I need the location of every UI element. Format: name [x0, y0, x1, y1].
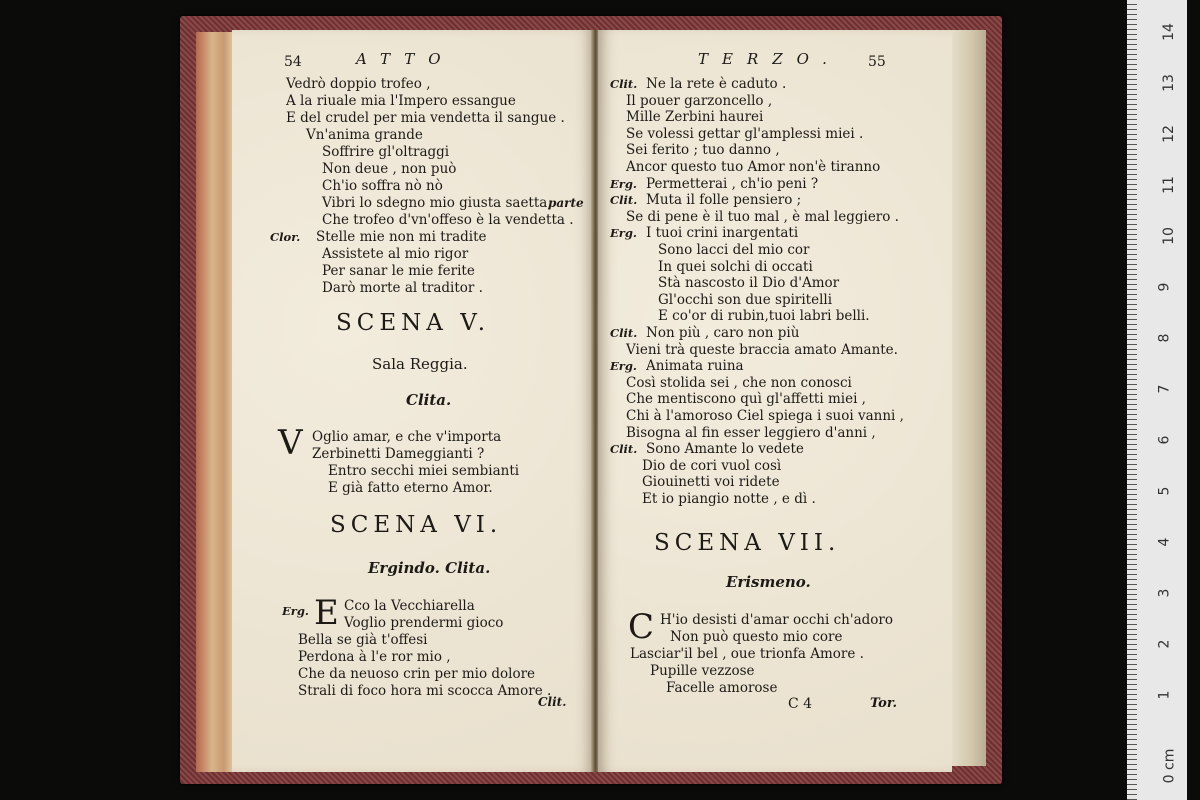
verse-line: Animata ruina	[646, 358, 744, 375]
verse-line: Vn'anima grande	[306, 127, 423, 143]
scene-place: Sala Reggia.	[372, 355, 468, 373]
verse-line: Soffrire gl'oltraggi	[322, 144, 450, 160]
verse-line: Ch'io soffra nò nò	[322, 178, 443, 194]
scene-title: SCENA VI.	[330, 512, 503, 538]
verse-line: Gl'occhi son due spiritelli	[658, 291, 833, 308]
verse-line: Non può questo mio core	[670, 629, 843, 645]
ruler-number: 9	[1156, 282, 1173, 292]
verse-line: Assistete al mio rigor	[322, 246, 469, 262]
verse-line: Il pouer garzoncello ,	[626, 92, 773, 109]
verse-line: Perdona à l'e ror mio ,	[298, 649, 451, 665]
speaker-label: Erg.	[610, 226, 637, 241]
ruler-number: 7	[1156, 384, 1173, 394]
speaker-label: Clit.	[610, 442, 638, 457]
speaker-label: Clor.	[270, 230, 301, 244]
ruler-number: 6	[1156, 435, 1173, 445]
verse-line: Per sanar le mie ferite	[322, 263, 475, 279]
running-header: ATTO	[356, 50, 455, 68]
verse-line: Muta il folle pensiero ;	[646, 192, 802, 209]
ruler-number: 8	[1156, 333, 1173, 343]
verse-line: E del crudel per mia vendetta il sangue .	[286, 110, 565, 126]
page-number: 55	[868, 54, 886, 70]
verse-line: Cco la Vecchiarella	[344, 598, 475, 614]
speaker-label: Erg.	[610, 359, 637, 374]
verse-line: Stelle mie non mi tradite	[316, 229, 487, 245]
verse-line: Così stolida sei , che non conosci	[626, 374, 852, 391]
verse-line: E già fatto eterno Amor.	[328, 480, 493, 496]
verse-line: Se di pene è il tuo mal , è mal leggiero .	[626, 208, 899, 225]
verse-line: Bisogna al fin esser leggiero d'anni ,	[626, 424, 876, 441]
verse-line: Lasciar'il bel , oue trionfa Amore .	[630, 646, 864, 662]
drop-cap: V	[278, 423, 303, 463]
page-number: 54	[284, 54, 302, 70]
verse-line: E co'or di rubin,tuoi labri belli.	[658, 308, 870, 325]
ruler-number: 13	[1160, 74, 1177, 92]
ruler-number: 2	[1156, 639, 1173, 649]
ruler-unit-label: 0 cm	[1161, 748, 1178, 784]
verse-line: Che trofeo d'vn'offeso è la vendetta .	[322, 212, 574, 228]
verse-line: Sei ferito ; tuo danno ,	[626, 142, 780, 159]
verse-line: Che da neuoso crin per mio dolore	[298, 666, 536, 682]
ruler-number: 11	[1160, 176, 1177, 194]
running-header: TERZO.	[698, 50, 841, 68]
verse-line: Pupille vezzose	[650, 663, 755, 679]
verse-line: Se volessi gettar gl'amplessi miei .	[626, 125, 864, 142]
ruler-number: 3	[1156, 588, 1173, 598]
right-page	[598, 30, 952, 772]
measuring-ruler	[1127, 0, 1187, 800]
speaker-label: Clit.	[610, 326, 638, 340]
verse-line: Giouinetti voi ridete	[642, 474, 780, 491]
verse-line: Bella se già t'offesi	[298, 632, 428, 648]
verse-line: Mille Zerbini haurei	[626, 109, 764, 126]
verse-line: Non deue , non può	[322, 161, 457, 177]
page-edges-left	[196, 32, 236, 772]
scene-character: Erismeno.	[726, 573, 811, 591]
drop-cap: C	[628, 607, 655, 647]
speaker-label: Clit.	[610, 193, 638, 208]
ruler-number: 4	[1156, 537, 1173, 547]
drop-cap: E	[314, 593, 339, 633]
speaker-label: Erg.	[282, 604, 309, 618]
ruler-number: 12	[1160, 125, 1177, 143]
verse-line: Ancor questo tuo Amor non'è tiranno	[626, 159, 881, 175]
verse-line: Sono lacci del mio cor	[658, 242, 810, 258]
verse-line: Dio de cori vuol così	[642, 457, 782, 474]
catchword: Clit.	[538, 695, 567, 709]
verse-line: A la riuale mia l'Impero essangue	[286, 93, 516, 109]
verse-line: Vieni trà queste braccia amato Amante.	[626, 341, 898, 358]
catchword: Tor.	[870, 696, 898, 711]
verse-line: Permetterai , ch'io peni ?	[646, 175, 819, 192]
verse-line: Chi à l'amoroso Ciel spiega i suoi vanni ,	[626, 408, 904, 424]
page-edges-right	[950, 30, 986, 766]
speaker-label: Clit.	[610, 77, 638, 91]
verse-line: Facelle amorose	[666, 680, 778, 696]
verse-line: H'io desisti d'amar occhi ch'adoro	[660, 612, 893, 628]
signature-mark: C 4	[788, 696, 813, 712]
verse-line: Non più , caro non più	[646, 325, 800, 341]
verse-line: Entro secchi miei sembianti	[328, 463, 520, 479]
speaker-label: Erg.	[610, 176, 637, 191]
ruler-number: 14	[1160, 23, 1177, 41]
scene-characters: Ergindo. Clita.	[368, 559, 491, 577]
verse-line: Voglio prendermi gioco	[344, 615, 504, 631]
verse-line: Che mentiscono quì gl'affetti miei ,	[626, 391, 866, 408]
verse-line: Et io piangio notte , e dì .	[642, 491, 816, 507]
left-page	[232, 30, 594, 772]
verse-line: Ne la rete è caduto .	[646, 76, 787, 92]
verse-line: Sono Amante lo vedete	[646, 441, 804, 458]
ruler-number: 10	[1160, 227, 1177, 245]
verse-line: Oglio amar, e che v'importa	[312, 429, 502, 445]
stage-direction: parte	[548, 196, 584, 210]
verse-line: Vibri lo sdegno mio giusta saetta,	[322, 195, 552, 211]
verse-line: Stà nascosto il Dio d'Amor	[658, 275, 840, 292]
verse-line: Vedrò doppio trofeo ,	[286, 76, 431, 92]
ruler-number: 5	[1156, 486, 1173, 496]
verse-line: In quei solchi di occati	[658, 258, 813, 275]
scene-title: SCENA VII.	[654, 530, 841, 556]
scene-character: Clita.	[406, 391, 452, 409]
scene-title: SCENA V.	[336, 310, 491, 336]
ruler-number: 1	[1156, 690, 1173, 700]
verse-line: Darò morte al traditor .	[322, 280, 483, 296]
verse-line: Zerbinetti Dameggianti ?	[312, 446, 485, 462]
verse-line: Strali di foco hora mi scocca Amore .	[298, 683, 552, 699]
verse-line: I tuoi crini inargentati	[646, 225, 799, 242]
